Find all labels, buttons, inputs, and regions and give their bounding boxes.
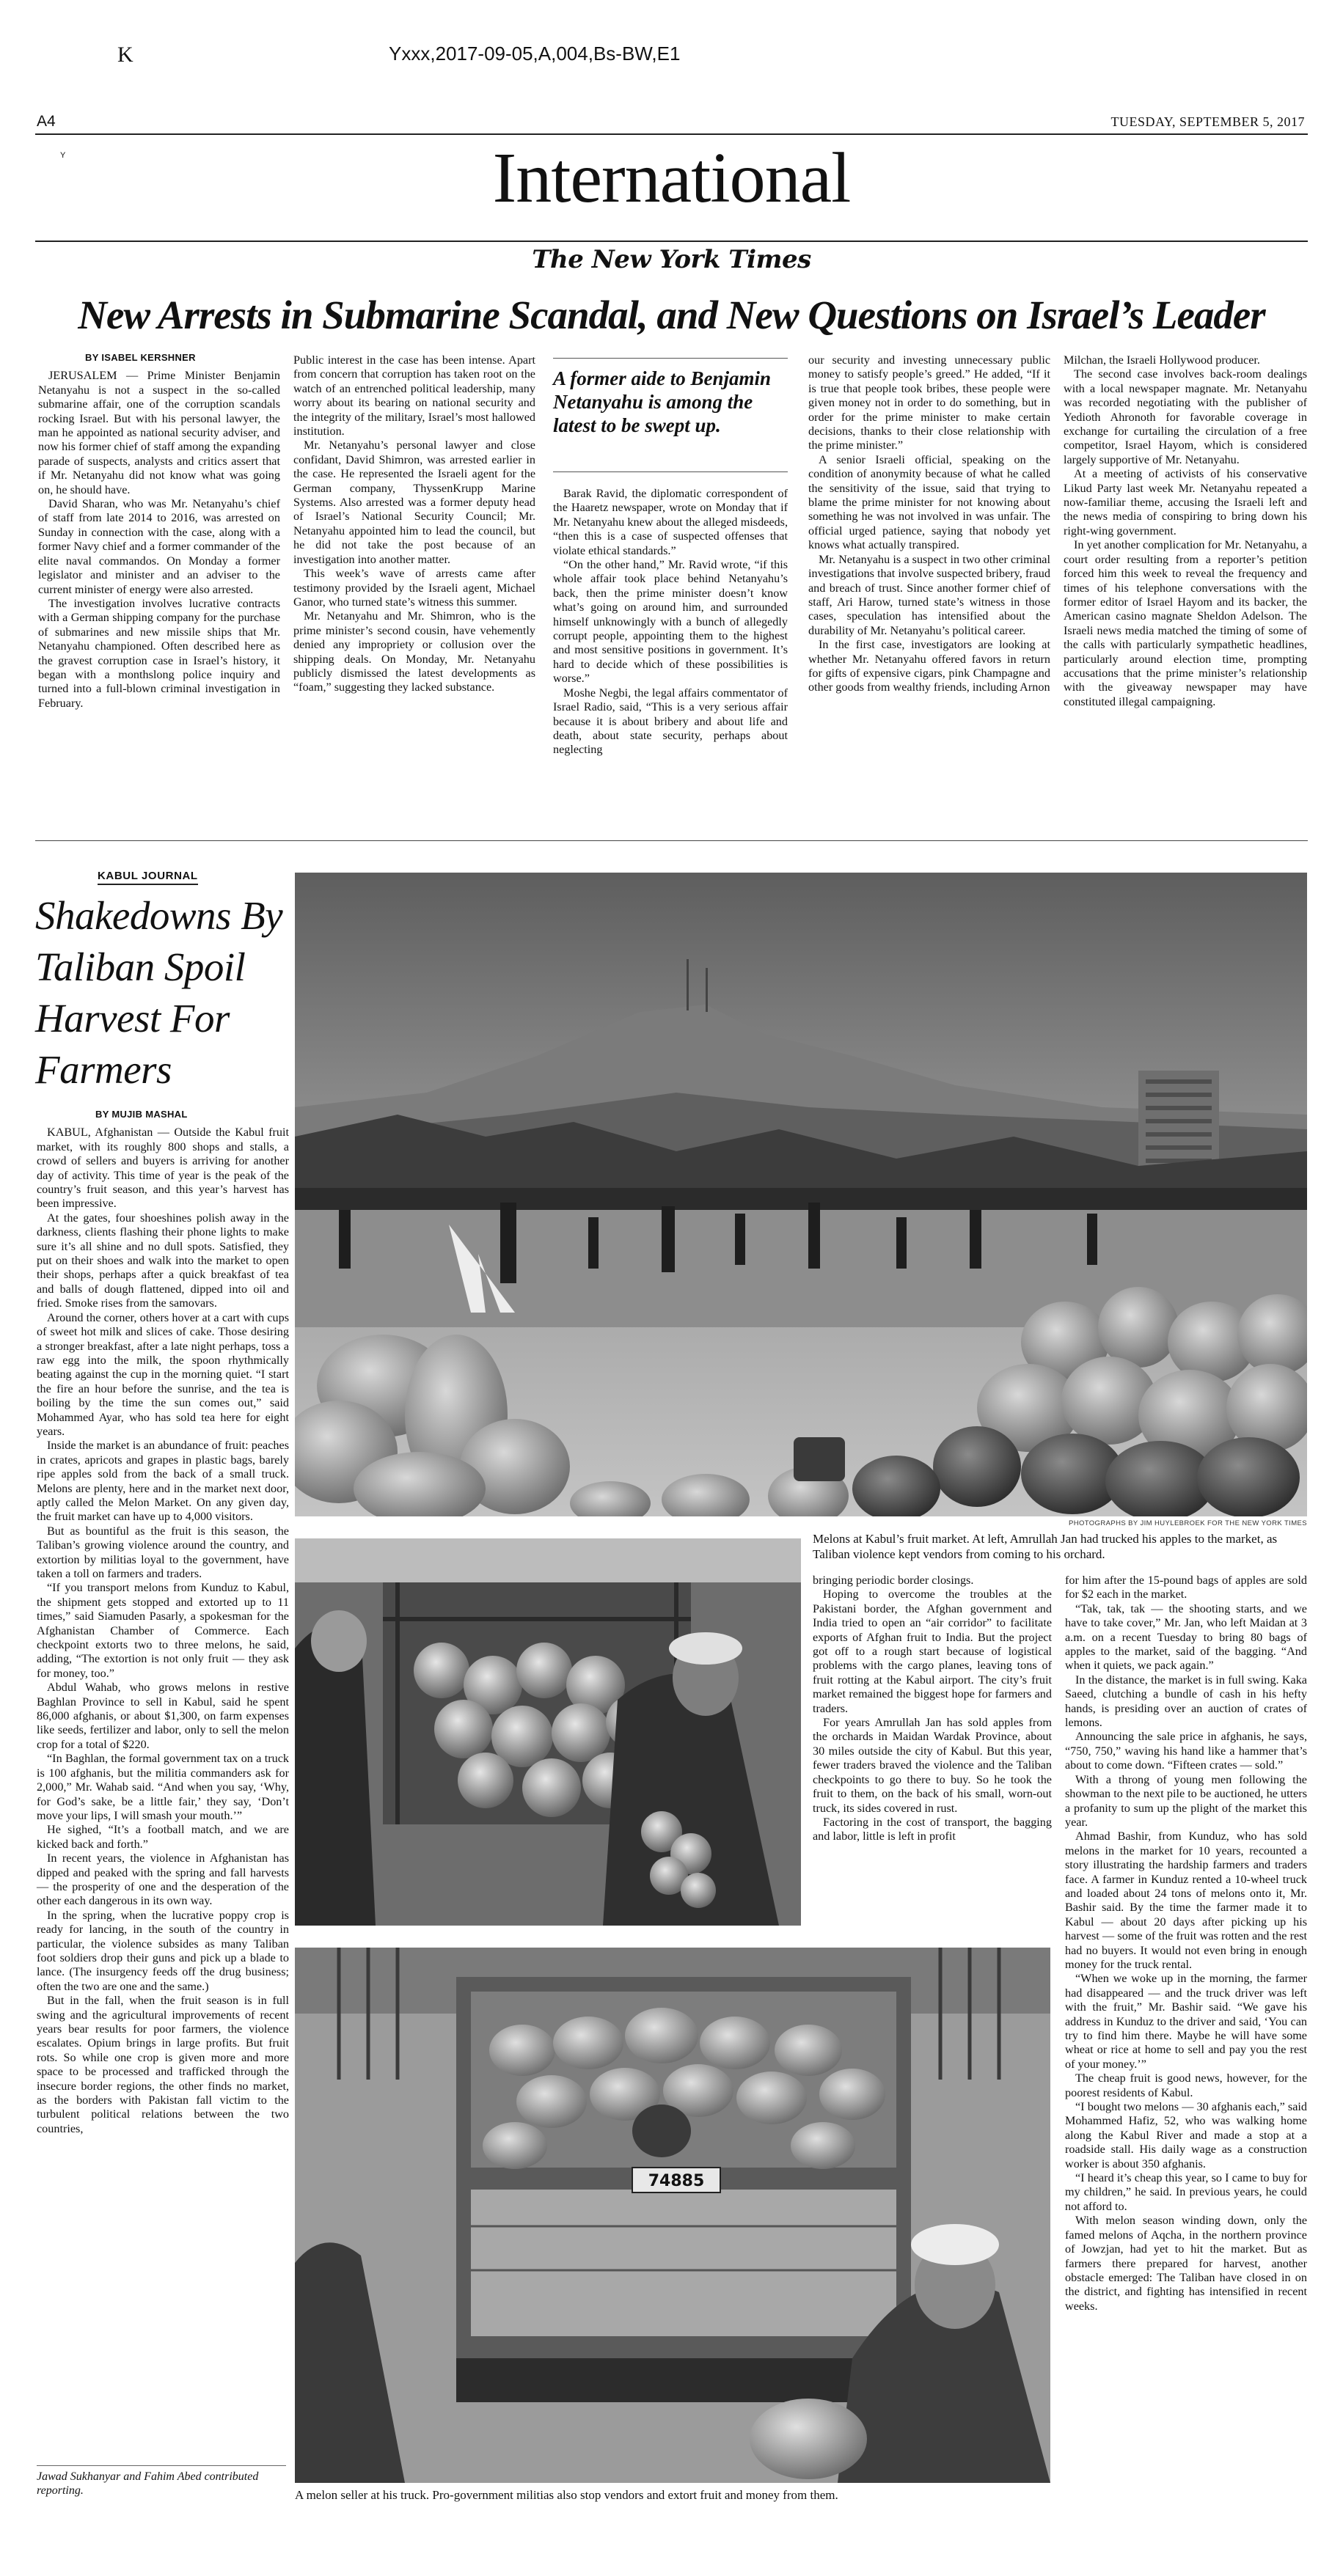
contrib-rule [37,2465,286,2466]
truck-plate: 74885 [648,2172,705,2190]
story2-column-1 [37,1107,289,2136]
story1-paragraph: Moshe Negbi, the legal affairs commentator of Israel Radio, said, “This is a very serious affair because it is about bribery and about life and death, about state security, perhaps about neglecting [553,686,788,757]
story1-paragraph: “On the other hand,” Mr. Ravid wrote, “if this whole affair took place behind Netanyahu’s back, then the prime minister doesn’t know what’s going on around him, and surrounded himself unknowingly with a bunch of allegedly corrupt people, appointing them to the highest and most sensitive positions in government. It’s hard to decide which of these possibilities is worse.” [553,558,788,686]
story1-paragraph: The investigation involves lucrative contracts with a German shipping company for the purchase of submarines and new missile ships that Mr. Netanyahu championed. Often described here as the gravest corruption case in Israel’s history, it began with a monthslong police inquiry and turned into a full-blown criminal investigation in February. [38,596,280,710]
story1-paragraph: Mr. Netanyahu and Mr. Shimron, who is the prime minister’s second cousin, have vehemently denied any impropriety or collusion over the shipping deals. On Monday, Mr. Netanyahu publicly dismissed the latest developments as “foam,” suggesting they lacked substance. [293,609,535,694]
folio-rule [35,133,1308,135]
story2-paragraph: With melon season winding down, only the famed melons of Aqcha, in the northern province of Jowzjan, had yet to hit the market. But as farmers there prepared for harvest, another obstacle emerged: The Taliban have closed in on the district, and fighting has intensified in recent weeks. [1065,2214,1307,2313]
melon-truck-photo-image [295,1948,1050,2483]
story2-paragraph: Announcing the sale price in afghanis, he says, “750, 750,” waving his hand like a hammer that’s about to come down. “Fifteen crates — sold.” [1065,1730,1307,1772]
apple-truck-photo-image [295,1538,801,1926]
page-number: A4 [37,113,56,130]
story1-paragraph: Public interest in the case has been intense. Apart from concern that corruption has taken root on the watch of an entrenched political leadership, many worry about its bearing on national security and the integrity of the military, Israel’s most hallowed institution. [293,353,535,438]
apple-truck-photo [295,1538,801,1926]
story2-column-2 [813,1574,1052,1844]
story2-paragraph: “I bought two melons — 30 afghanis each,” said Mohammed Hafiz, 52, who was walking home along the Kabul River and made a stop at a roadside stall. His daily wage as a construction worker is about 350 afghanis. [1065,2100,1307,2170]
story2-paragraph: Factoring in the cost of transport, the bagging and labor, little is left in profit [813,1815,1052,1843]
story2-paragraph: Abdul Wahab, who grows melons in restive Baghlan Province to sell in Kabul, said he spent 86,000 afghanis, or about $1,300, on farm expenses like seeds, fertilizer and labor, only to sell the melon crop for a total of $220. [37,1681,289,1751]
story2-paragraph: But in the fall, when the fruit season is in full swing and the agricultural improvements of recent years bear results for poor farmers, the violence escalates. Opium brings in large profits. But fruit rots. So while one crop is given more and more space to be processed and trafficked through the insecure border regions, the other finds no market, as the borders with Pakistan fall victim to the turbulent political relations between the two countries, [37,1994,289,2135]
story1-byline: BY ISABEL KERSHNER [85,352,196,363]
story2-byline: BY MUJIB MASHAL [95,1109,188,1120]
story2-paragraph: KABUL, Afghanistan — Outside the Kabul fruit market, with its roughly 800 shops and stalls, a crowd of sellers and buyers is arriving for another day of activity. This time of year is the peak of the country’s fruit season, and this year’s harvest has been impressive. [37,1126,289,1211]
market-photo [295,873,1307,1516]
story2-paragraph: bringing periodic border closings. [813,1574,974,1587]
story2-contributors: Jawad Sukhanyar and Fahim Abed contributed reporting. [37,2470,259,2497]
masthead: The New York Times [532,245,811,274]
story2-paragraph: “I heard it’s cheap this year, so I came to buy for my children,” he said. In previous years, he could not afford to. [1065,2171,1307,2213]
story2-paragraph: Inside the market is an abundance of fruit: peaches in crates, apricots and grapes in plastic bags, barely ripe apples sold from the back of a small truck. Melons are plenty, here and in the market next door, aptly called the Melon Market. On any given day, the fruit market can have up to 4,000 visitors. [37,1439,289,1524]
story1-paragraph: Barak Ravid, the diplomatic correspondent of the Haaretz newspaper, wrote on Monday that if Mr. Netanyahu knew about the alleged misdeeds, “then this is a case of suspected offenses that violate ethical standards.” [553,487,788,557]
market-photo-image [295,873,1307,1516]
story2-paragraph: At the gates, four shoeshines polish away in the darkness, clients flashing their phone lights to make sure it’s all shine and no dull spots. Satisfied, they put on their shoes and walk into the market to open their shops, perhaps after a quick breakfast of tea and balls of dough flattened, dipped into oil and fried. Smoke rises from the samovars. [37,1211,289,1310]
story1-paragraph: At a meeting of activists of his conservative Likud Party last week Mr. Netanyahu repeated a now-familiar theme, accusing the Israeli left and the news media of conspiring to bring down his right-wing government. [1064,467,1307,537]
story1-column-2 [293,353,535,695]
slug-marker: K [117,43,133,67]
story2-paragraph: The cheap fruit is good news, however, for the poorest residents of Kabul. [1065,2072,1307,2099]
story2-kicker: KABUL JOURNAL [98,870,198,885]
story2-paragraph: In the distance, the market is in full swing. Kaka Saeed, clutching a bundle of cash in his hefty hands, is presiding over an auction of crates of lemons. [1065,1673,1307,1730]
story2-paragraph: But as bountiful as the fruit is this season, the Taliban’s growing violence around the country, and extortion by militias loyal to the government, have taken a toll on farmers and traders. [37,1524,289,1580]
story2-paragraph: “When we woke up in the morning, the farmer had disappeared — and the truck driver was left with the fruit,” Mr. Bashir said. “We gave his address in Kunduz to the driver and said, ‘You can try to find him there. Maybe he will have some wheat or rice at home to sell and pay you the rest of your money.’” [1065,1972,1307,2071]
story1-pull-quote: A former aide to Benjamin Netanyahu is among the latest to be swept up. [553,367,772,436]
story2-paragraph: Ahmad Bashir, from Kunduz, who has sold melons in the market for 10 years, recounted a story illustrating the hardship farmers and traders face. A farmer in Kunduz rented a 10-wheel truck and loaded about 24 tons of melons onto it, Mr. Bashir said. By the time the farmer made it to Kabul — about 20 days after picking up his harvest — some of the fruit was rotten and the rest had no buyers. It would not even bring in enough money for the truck rental. [1065,1830,1307,1971]
story1-paragraph: JERUSALEM — Prime Minister Benjamin Netanyahu is not a suspect in the so-called submarine affair, one of the corruption scandals rocking Israel. But with his personal lawyer, the man he appointed as national security adviser, and now his former chief of staff among the expanding parade of suspects, analysts and critics assert that if Mr. Netanyahu did not know what was going on, he should have. [38,369,280,496]
story2-headline: Shakedowns By Taliban Spoil Harvest For Farmers [35,893,283,1092]
register-mark: Y [60,151,66,160]
story1-paragraph: Milchan, the Israeli Hollywood producer. [1064,353,1260,367]
caption-top: Melons at Kabul’s fruit market. At left, Amrullah Jan had trucked his apples to the market, as Taliban violence kept vendors from coming to his orchard. [813,1532,1278,1561]
story1-paragraph: Mr. Netanyahu is a suspect in two other criminal investigations that involve suspected bribery, fraud and breach of trust. Since another former chief of staff, Ari Harow, turned state’s witness in those cases, speculation has intensified about the durability of Mr. Netanyahu’s political career. [808,552,1050,637]
story1-paragraph: David Sharan, who was Mr. Netanyahu’s chief of staff from late 2014 to 2016, was arrested on Sunday in connection with the case, along with a former Navy chief and a former commander of the elite naval commandos. On Monday a former legislator and minister and an adviser to the current minister of energy were also arrested. [38,497,280,596]
story1-column-3 [553,487,788,757]
story2-paragraph: With a throng of young men following the showman to the next pile to be auctioned, he utters a profanity to sum up the plight of the market this year. [1065,1772,1307,1829]
story2-paragraph: “Tak, tak, tak — the shooting starts, and we have to take cover,” Mr. Jan, who left Maidan at 3 a.m. on a recent Tuesday to bring 80 bags of apples to the market, said of the bagging. “And when it quiets, we pack again.” [1065,1601,1307,1673]
melon-truck-photo [295,1948,1050,2483]
story1-column-5 [1064,353,1307,709]
story1-column-1 [38,351,280,711]
story1-paragraph: The second case involves back-room dealings with a local newspaper magnate. Mr. Netanyahu was recorded negotiating with the publisher of Yedioth Ahronoth for favorable coverage in exchange for curtailing the circulation of a free competitor, Israel Hayom, which is considered largely supportive of Mr. Netanyahu. [1064,367,1307,466]
story-divider [35,840,1308,841]
story1-paragraph: A senior Israeli official, speaking on the condition of anonymity because of what he called the sensitivity of the issue, said that trying to blame the prime minister for not knowing about something he was not involved in was unfair. The official urged patience, saying that nobody yet knows what actually transpired. [808,452,1050,552]
pull-quote-rule-bottom [553,471,788,472]
pull-quote-rule-top [553,358,788,359]
story2-paragraph: “In Baghlan, the formal government tax on a truck is 100 afghanis, but the militia commanders ask for 2,000,” Mr. Wahab said. “And when you say, ‘Why, for God’s sake, be a little fair,’ they say, ‘Don’t move your lips, I will smash your mouth.’” [37,1752,289,1822]
section-title: International [492,139,851,218]
story2-paragraph: For years Amrullah Jan has sold apples from the orchards in Maidan Wardak Province, about 30 miles outside the city of Kabul. But this year, fewer traders braved the violence and the Taliban checkpoints to go there to buy. So he took the fruit to them, on the back of his small, worn-out truck, its sides covered in rust. [813,1716,1052,1815]
story2-paragraph: Around the corner, others hover at a cart with cups of sweet hot milk and slices of cake. Those desiring a stronger breakfast, after a late night perhaps, toss a raw egg into the milk, the spoon rhythmically beating against the cup in the morning quiet. “I start the fire an hour before the sunrise, and the tea is boiling by the time the sun comes out,” said Mohammed Ayar, who has sold tea here for eight years. [37,1310,289,1438]
story1-paragraph: This week’s wave of arrests came after testimony provided by the Israeli agent, Michael Ganor, who turned state’s witness this summer. [293,567,535,609]
section-rule [35,241,1308,242]
story1-paragraph: In yet another complication for Mr. Netanyahu, a court order resulting from a reporter’s petition forced him this week to reveal the frequency and times of his telephone conversations with the former editor of Israel Hayom and its backer, the American casino magnate Sheldon Adelson. The Israeli news media matched the timing of some of the calls with particularly sympathetic headlines, particularly around election time, prompting accusations that the prime minister’s relationship with the giveaway newspaper may have constituted illegal campaigning. [1064,538,1307,708]
caption-bottom: A melon seller at his truck. Pro-government militias also stop vendors and extort fruit and money from them. [295,2488,838,2502]
page-date: TUESDAY, SEPTEMBER 5, 2017 [1110,114,1305,129]
story2-paragraph: for him after the 15-pound bags of apples are sold for $2 each in the market. [1065,1574,1307,1601]
story2-paragraph: In recent years, the violence in Afghanistan has dipped and peaked with the spring and fall harvests — the prosperity of one and the desperation of the other each dangerous in its own way. [37,1852,289,1908]
story1-headline: New Arrests in Submarine Scandal, and New Questions on Israel’s Leader [78,293,1265,337]
slug-code: Yxxx,2017-09-05,A,004,Bs-BW,E1 [389,43,681,65]
story1-paragraph: In the first case, investigators are looking at whether Mr. Netanyahu offered favors in return for gifts of expensive cigars, pink Champagne and other goods from wealthy friends, including Arnon [808,638,1050,694]
story1-paragraph: Mr. Netanyahu’s personal lawyer and close confidant, David Shimron, was arrested earlier in the case. He represented the Israeli agent for the German company, ThyssenKrupp Marine Systems. Also arrested was a former deputy head of Israel’s National Security Council; Mr. Netanyahu appointed him to lead the council, but he did not take the post because of an investigation into another matter. [293,438,535,566]
story2-column-3 [1065,1574,1307,2313]
story2-paragraph: “If you transport melons from Kunduz to Kabul, the shipment gets stopped and extorted up to 11 times,” said Siamuden Pasarly, a spokesman for the Afghanistan Chamber of Commerce. Each checkpoint extorts two to three melons, he said, adding, “The extortion is not only fruit — they ask for money, too.” [37,1581,289,1680]
story1-column-4 [808,353,1050,695]
story1-paragraph: our security and investing unnecessary public money to satisfy people’s greed.” He added, “If it is true that people took bribes, these people were given money not in order to do something, but in order for the prime minister to make certain decisions, thanks to their close relationship with the prime minister.” [808,353,1050,452]
story2-paragraph: Hoping to overcome the troubles at the Pakistani border, the Afghan government and India tried to open an “air corridor” to facilitate exports of Afghan fruit to India. But the project got off to a rough start because of logistical problems with the cargo planes, leaving tons of fruit rotting at the Kabul airport. The city’s fruit market remained the biggest hope for farmers and traders. [813,1588,1052,1715]
story2-paragraph: In the spring, when the lucrative poppy crop is ready for lancing, in the south of the country in particular, the violence subsides as many Taliban foot soldiers drop their guns and pick up a blade to lance. (The insurgency feeds off the drug business; often the two are one and the same.) [37,1908,289,1993]
photo-credit: PHOTOGRAPHS BY JIM HUYLEBROEK FOR THE NEW YORK TIMES [1068,1519,1307,1527]
story2-paragraph: He sighed, “It’s a football match, and we are kicked back and forth.” [37,1823,289,1851]
